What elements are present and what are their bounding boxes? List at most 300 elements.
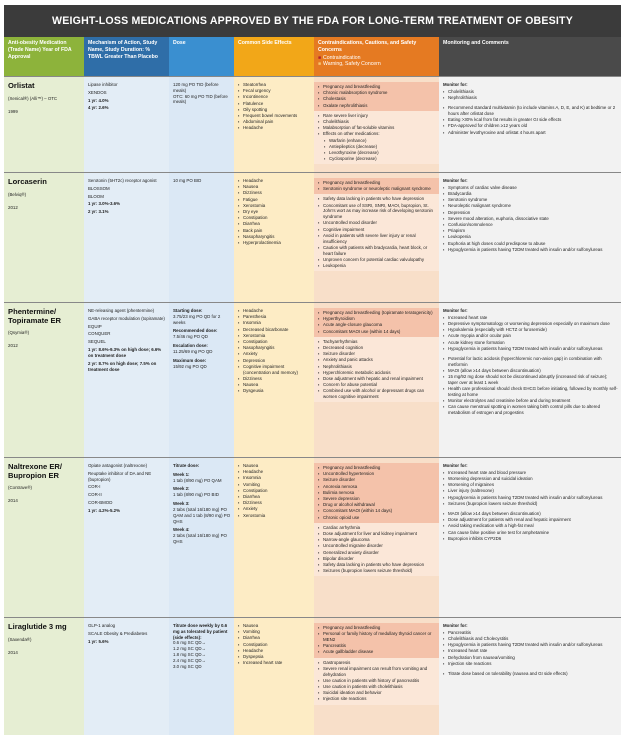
ci_warn-item: ▪ Generalized anxiety disorder	[318, 550, 436, 556]
mechanism-line: Reuptake inhibitor of DA and NE (bupropion)	[88, 470, 152, 482]
ci_warn-item: ▪ Safety data lacking in patients who have depression	[318, 196, 436, 202]
se-item: ▪ Anxiety	[238, 506, 311, 512]
mechanism-line: CONQUER	[88, 331, 111, 337]
mon2-item: ▪ 15 mg/92 mg dose should not be discontinued abruptly (increased risk of seizure); taper over at least 1 week	[443, 374, 618, 386]
trade-name: (Qsymia®)	[8, 330, 30, 336]
se-item: ▪ Decreased bicarbonate	[238, 327, 311, 333]
ci_red-list	[318, 625, 436, 655]
ci_warn-list	[318, 660, 436, 703]
header-monitoring: Monitoring and Comments	[439, 37, 621, 76]
ci_warn-item: ▪ Bipolar disorder	[318, 556, 436, 562]
header-dose: Dose	[169, 37, 234, 76]
mon2-item: ▪ Avoid taking medication with a high-fat meal	[443, 523, 618, 529]
medication-name: Liraglutide 3 mg	[8, 622, 67, 631]
mon2-list	[443, 105, 618, 135]
approval-year: 1999	[8, 108, 18, 114]
se-item: ▪ Headache	[238, 178, 311, 184]
legend-warning: ■ Warning, Safety Concern	[318, 61, 436, 68]
dose-cell	[169, 303, 234, 457]
se-item: ▪ Vomiting	[238, 629, 311, 635]
mon2-item: ▪ Potential for lactic acidosis (hyperchloremic non-anion gap) in combination with metformin	[443, 356, 618, 368]
ci_warn_sub-item: ▪ Levothyroxine (decrease)	[318, 150, 436, 156]
se-list	[238, 178, 311, 246]
mon2-item: ▪ Titrate dose based on tolerability (nausea and GI side effects)	[443, 671, 618, 677]
mechanism-cell	[84, 173, 169, 302]
ci_red-item: ▪ Acute angle-closure glaucoma	[318, 322, 436, 328]
legend	[318, 55, 436, 69]
monitor-heading: Monitor for:	[443, 178, 468, 183]
se-item: ▪ Headache	[238, 125, 311, 131]
ci_warn_sub-list	[318, 138, 436, 162]
mechanism-line: GLP-1 analog	[88, 623, 116, 628]
ci_warn-item: ▪ Safety data lacking in patients who have depression	[318, 562, 436, 568]
mechanism-line: 1 yr: 8.6%-9.3% on high dose; 6.6% on treatment dose	[88, 347, 162, 358]
mon2-item: ▪ Health care professional should check EHCG before initiating, followed by monthly self-testing at home	[443, 386, 618, 398]
se-item: ▪ Fatigue	[238, 197, 311, 203]
ci_warn-item: ▪ Injection site reactions	[318, 696, 436, 702]
mon-item: ▪ Euphoria at high doses could predispose to abuse	[443, 241, 618, 247]
dose-line: Week 2:	[173, 486, 190, 492]
mon2-item: ▪ FDA-approved for children ≥12 years old	[443, 123, 618, 129]
mon-item: ▪ Acute kidney stone formation	[443, 340, 618, 346]
se-item: ▪ Abdominal pain	[238, 119, 311, 125]
ci_red-list	[318, 180, 436, 192]
mon-item: ▪ Hypoglycemia in patients having T2DM treated with insulin and/or sulfonylureas	[443, 495, 618, 501]
medication-cell	[4, 303, 84, 457]
header-side-effects: Common Side Effects	[234, 37, 314, 76]
ci_warn-item: ▪ Severe renal impairment can result from vomiting and dehydration	[318, 666, 436, 678]
ci_warn-item: ▪ Cholelithiasis	[318, 119, 436, 125]
dose-line: 15/92 mg PO QD	[173, 363, 207, 369]
monitoring-cell	[439, 618, 621, 735]
mechanism-line: 1 yr: 4.0%	[88, 97, 109, 103]
ci_warn_sub-item: ▪ Warfarin (enhance)	[318, 138, 436, 144]
ci_red-item: ▪ Pancreatitis	[318, 643, 436, 649]
medication-cell	[4, 458, 84, 617]
mechanism-line: EQUIP	[88, 323, 102, 329]
medication-cell	[4, 173, 84, 302]
ci_warn-item: ▪ Concomitant use of SSRI, SNRI, MAOI, bupropion, St. John's wort as may increase risk of developing serotonin syndrome	[318, 203, 436, 220]
ci_warn-item: ▪ Cognitive impairment	[318, 227, 436, 233]
ci_warn-item: ▪ Seizure disorder	[318, 351, 436, 357]
ci_warn-item: ▪ Cardiac arrhythmia	[318, 525, 436, 531]
monitor-heading: Monitor for:	[443, 623, 468, 628]
se-item: ▪ Nasopharyngitis	[238, 345, 311, 351]
mechanism-line: 2 yr: 3.1%	[88, 209, 109, 215]
warning-block	[314, 194, 439, 271]
contraindications-cell	[314, 458, 439, 617]
mechanism-line: COR-I	[88, 484, 101, 490]
contraindications-cell	[314, 618, 439, 735]
ci_red-item: ▪ Pregnancy and breastfeeding (topiramate teratogenicity)	[318, 310, 436, 316]
dose-line: 2.4 mg SC QD→	[173, 657, 206, 663]
header-contraindications	[314, 37, 439, 76]
approval-year: 2012	[8, 204, 18, 210]
dose-cell	[169, 173, 234, 302]
mon-item: ▪ Neuroleptic malignant syndrome	[443, 203, 618, 209]
se-item: ▪ Steatorrhea	[238, 82, 311, 88]
ci_warn-list	[318, 196, 436, 268]
ci_red-item: ▪ Chronic malabsorption syndrome	[318, 90, 436, 96]
dose-line: 3.75/23 mg PO QD for 2 weeks	[173, 313, 221, 325]
dose-line: Titrate dose:	[173, 463, 200, 468]
trade-name: (Xenical®) (Alli™) – OTC	[8, 95, 58, 101]
monitor-heading: Monitor for:	[443, 463, 468, 468]
mon2-list	[443, 671, 618, 677]
trade-name: (Saxenda®)	[8, 636, 32, 642]
mon-item: ▪ Priapism	[443, 228, 618, 234]
warning-block	[314, 523, 439, 577]
ci_red-item: ▪ Pregnancy and breastfeeding	[318, 465, 436, 471]
se-item: ▪ Incontinence	[238, 94, 311, 100]
ci_warn-item: ▪ Unproven concern for potential cardiac valvulopathy	[318, 257, 436, 263]
warning-block	[314, 658, 439, 705]
ci_red-item: ▪ Hyperthyroidism	[318, 316, 436, 322]
se-item: ▪ Hyperprolactinemia	[238, 240, 311, 246]
se-item: ▪ Headache	[238, 308, 311, 314]
se-item: ▪ Anxiety	[238, 351, 311, 357]
se-item: ▪ Dizziness	[238, 500, 311, 506]
se-item: ▪ Constipation	[238, 642, 311, 648]
medication-name: Orlistat	[8, 81, 35, 90]
dose-line: 2 tabs (total 16/180 mg) PO QAM and 1 tab (8/90 mg) PO QHS	[173, 506, 231, 524]
ci_red-item: ▪ Severe depression	[318, 496, 436, 502]
mechanism-cell	[84, 618, 169, 735]
mon-item: ▪ Increased heart rate	[443, 648, 618, 654]
side-effects-cell	[234, 458, 314, 617]
ci_warn-list	[318, 113, 436, 137]
monitoring-cell	[439, 458, 621, 617]
mechanism-line: COR-II	[88, 492, 102, 498]
ci_red-item: ▪ Pregnancy and breastfeeding	[318, 180, 436, 186]
ci_red-list	[318, 310, 436, 334]
se-item: ▪ Vomiting	[238, 482, 311, 488]
dose-line: Recommended dose:	[173, 328, 218, 334]
page-title: WEIGHT-LOSS MEDICATIONS APPROVED BY THE FDA FOR LONG-TERM TREATMENT OF OBESITY	[4, 5, 621, 37]
table-row	[4, 457, 621, 617]
mon2-item: ▪ Bupropion inhibits CYP2D6	[443, 536, 618, 542]
mon-item: ▪ Depression	[443, 210, 618, 216]
mechanism-line: SCALE Obesity & Prediabetes	[88, 630, 148, 636]
se-item: ▪ Dizziness	[238, 190, 311, 196]
dose-line: 2 tabs (total 16/180 mg) PO QHS	[173, 533, 227, 544]
ci_warn-item: ▪ Anxiety and panic attacks	[318, 357, 436, 363]
mon-item: ▪ Hypoglycemia in patients having T2DM treated with insulin and/or sulfonylureas	[443, 346, 618, 352]
mon2-item: ▪ Recommend standard multivitamin (to include vitamins A, D, E, and K) at bedtime or 2 hours after orlistat dose	[443, 105, 618, 117]
dose-cell	[169, 77, 234, 172]
mon2-list	[443, 511, 618, 542]
contraindications-cell	[314, 303, 439, 457]
mon2-item: ▪ MAOI (allow ≥14 days between discontinuation)	[443, 511, 618, 517]
ci_warn-item: ▪ Hyperchloremic metabolic acidosis	[318, 370, 436, 376]
table-header	[4, 37, 621, 76]
side-effects-cell	[234, 303, 314, 457]
ci_red-list	[318, 465, 436, 520]
se-list	[238, 308, 311, 394]
ci_warn-item: ▪ Uncontrolled migraine disorder	[318, 543, 436, 549]
mechanism-line: NE-releasing agent (phentermine)	[88, 308, 155, 313]
se-item: ▪ Diarrhea	[238, 494, 311, 500]
table-row	[4, 172, 621, 302]
side-effects-cell	[234, 618, 314, 735]
dose-cell	[169, 458, 234, 617]
se-item: ▪ Nasopharyngitis	[238, 234, 311, 240]
ci_warn-item: ▪ Use caution in patients with history of pancreatitis	[318, 678, 436, 684]
ci_warn-item: ▪ Rare severe liver injury	[318, 113, 436, 119]
se-item: ▪ Oily spotting	[238, 107, 311, 113]
ci_warn-item: ▪ Gastroparesis	[318, 660, 436, 666]
mon2-item: ▪ Administer levothyroxine and orlistat 4 hours apart	[443, 130, 618, 136]
mechanism-line: Serotonin (5HT2c) receptor agonist	[88, 178, 157, 183]
ci_warn-item: ▪ Combined use with alcohol or depressant drugs can worsen cognitive impairment	[318, 388, 436, 400]
mon-list	[443, 315, 618, 352]
ci_red-item: ▪ Cholestasis	[318, 96, 436, 102]
ci_warn-item: ▪ Narrow-angle glaucoma	[318, 537, 436, 543]
mon2-item: ▪ Can cause false positive urine test for amphetamine	[443, 530, 618, 536]
mon2-item: ▪ Can cause menstrual spotting in women taking birth control pills due to altered metabolism of estrogen and progestins	[443, 404, 618, 416]
trade-name: (Belviq®)	[8, 191, 27, 197]
dose-line: Week 1:	[173, 471, 190, 477]
header-medication: Anti-obesity Medication (Trade Name) Year of FDA Approval	[4, 37, 84, 76]
mon-list	[443, 470, 618, 507]
se-item: ▪ Headache	[238, 648, 311, 654]
approval-year: 2014	[8, 649, 18, 655]
se-item: ▪ Dysgeusia	[238, 388, 311, 394]
ci_red-item: ▪ Acute gallbladder disease	[318, 649, 436, 655]
ci_warn-item: ▪ Dose adjustment with hepatic and renal impairment	[318, 376, 436, 382]
monitoring-cell	[439, 77, 621, 172]
dose-line: Titrate dose weekly by 0.6 mg as tolerated by patient (side effects):	[173, 623, 228, 640]
monitoring-cell	[439, 303, 621, 457]
mechanism-line: 1 yr: 4.2%-5.2%	[88, 507, 120, 513]
ci_warn-item: ▪ Avoid in patients with severe liver injury or renal insufficiency	[318, 233, 436, 245]
mon-item: ▪ Hypokalemia (especially with HCTZ or furosemide)	[443, 327, 618, 333]
mon-item: ▪ Dehydration from nausea/vomiting	[443, 655, 618, 661]
dose-line: 1 tab (8/90 mg) PO BID	[173, 492, 219, 498]
se-item: ▪ Nausea	[238, 184, 311, 190]
medication-cell	[4, 77, 84, 172]
mechanism-line: 1 yr: 5.6%	[88, 638, 109, 644]
side-effects-cell	[234, 173, 314, 302]
ci_warn-item: ▪ Caution with patients with bradycardia, heart block, or heart failure	[318, 245, 436, 257]
mechanism-line: 2 yr: 8.7% on high dose; 7.5% on treatment dose	[88, 360, 157, 372]
se-item: ▪ Nausea	[238, 463, 311, 469]
contraindication-block	[314, 82, 439, 111]
mon2-item: ▪ Dose adjustment for patients with renal and hepatic impairment	[443, 517, 618, 523]
monitoring-cell	[439, 173, 621, 302]
ci_warn-item: ▪ Leukopenia	[318, 263, 436, 269]
mon-item: ▪ Serotonin syndrome	[443, 197, 618, 203]
mon-item: ▪ Liver injury (naltrexone)	[443, 488, 618, 494]
se-item: ▪ Nausea	[238, 382, 311, 388]
dose-line: Week 3:	[173, 501, 190, 507]
warning-block	[314, 337, 439, 403]
mon-item: ▪ Increased heart rate and blood pressure	[443, 470, 618, 476]
dose-line: 10 mg PO BID	[173, 178, 202, 183]
monitor-heading: Monitor for:	[443, 308, 468, 313]
legend-contraindication: ■ Contraindication	[318, 55, 436, 62]
mon-item: ▪ Cholelithiasis and Cholecystitis	[443, 636, 618, 642]
se-item: ▪ Dry eye	[238, 209, 311, 215]
se-item: ▪ Dizziness	[238, 376, 311, 382]
mon-item: ▪ Increased heart rate	[443, 315, 618, 321]
mon-item: ▪ Hypoglycemia in patients having T2DM treated with insulin and/or sulfonylureas	[443, 642, 618, 648]
mon2-item: ▪ Eating >30% kcal from fat results in greater GI side effects	[443, 117, 618, 123]
ci_warn-item: ▪ Nephrolithiasis	[318, 364, 436, 370]
se-list	[238, 82, 311, 131]
table-row	[4, 76, 621, 172]
dose-line: Escalation dose:	[173, 343, 208, 349]
ci_red-item: ▪ Bulimia nervosa	[318, 490, 436, 496]
ci_red-item: ▪ Anorexia nervosa	[318, 484, 436, 490]
mon-list	[443, 185, 618, 253]
se-item: ▪ Cognitive impairment (concentration and memory)	[238, 364, 311, 376]
ci_red-item: ▪ Drug or alcohol withdrawal	[318, 502, 436, 508]
ci_red-item: ▪ Personal or family history of medullary thyroid cancer or MEN2	[318, 631, 436, 643]
trade-name: (Contrave®)	[8, 485, 32, 491]
se-item: ▪ Depression	[238, 358, 311, 364]
se-item: ▪ Constipation	[238, 215, 311, 221]
mechanism-line: Opiate antagonist (naltrexone)	[88, 463, 148, 468]
mechanism-cell	[84, 458, 169, 617]
ci_red-item: ▪ Concomitant MAOI use (within 14 days)	[318, 329, 436, 335]
mon-list	[443, 89, 618, 101]
mechanism-cell	[84, 303, 169, 457]
mon-item: ▪ Bradycardia	[443, 191, 618, 197]
mechanism-line: Lipase inhibitor	[88, 82, 118, 87]
se-item: ▪ Fecal urgency	[238, 88, 311, 94]
ci_red-list	[318, 84, 436, 108]
mon-item: ▪ Acute myopia and/or ocular pain	[443, 333, 618, 339]
se-item: ▪ Insomnia	[238, 320, 311, 326]
ci_red-item: ▪ Chronic opioid use	[318, 515, 436, 521]
mon-item: ▪ Confusion/somnolence	[443, 222, 618, 228]
se-item: ▪ Frequent bowel movements	[238, 113, 311, 119]
se-item: ▪ Xerostomia	[238, 513, 311, 519]
medication-name: Lorcaserin	[8, 177, 47, 186]
mechanism-cell	[84, 77, 169, 172]
mon2-item: ▪ MAOI (allow ≥14 days between discontinuation)	[443, 368, 618, 374]
se-item: ▪ Dyspepsia	[238, 654, 311, 660]
dose-line: 0.6 mg SC QD→	[173, 640, 206, 646]
ci_warn-item: ▪ Suicidal ideation and behavior	[318, 690, 436, 696]
ci_red-item: ▪ Serotonin syndrome or neuroleptic malignant syndrome	[318, 186, 436, 192]
dose-cell	[169, 618, 234, 735]
dose-line: Maximum dose:	[173, 357, 207, 363]
table-row	[4, 302, 621, 457]
se-item: ▪ Flatulence	[238, 101, 311, 107]
se-item: ▪ Xerostomia	[238, 333, 311, 339]
mon-item: ▪ Worsening depression and suicidal ideation	[443, 476, 618, 482]
ci_warn-item: ▪ Concern for abuse potential	[318, 382, 436, 388]
dose-line: 1 tab (8/90 mg) PO QAM	[173, 477, 222, 483]
monitor-heading: Monitor for:	[443, 82, 468, 87]
ci_red-item: ▪ Pregnancy and breastfeeding	[318, 625, 436, 631]
se-item: ▪ Headache	[238, 469, 311, 475]
se-list	[238, 463, 311, 518]
dose-line: 120 mg PO TID (before meals)	[173, 82, 219, 93]
contraindication-block	[314, 623, 439, 658]
ci_warn-list	[318, 525, 436, 574]
mon-item: ▪ Pancreatitis	[443, 630, 618, 636]
ci_warn-item: ▪ Decreased cognition	[318, 345, 436, 351]
dose-line: 7.5/46 mg PO QD	[173, 334, 208, 340]
mon-item: ▪ Leukopenia	[443, 234, 618, 240]
mon-item: ▪ Severe mood alteration, euphoria, dissociative state	[443, 216, 618, 222]
ci_warn-item: ▪ Use caution in patients with cholelithiasis	[318, 684, 436, 690]
dose-line: 11.25/69 mg PO QD	[173, 348, 213, 354]
approval-year: 2014	[8, 498, 18, 504]
approval-year: 2012	[8, 343, 18, 349]
ci_warn-item: ▪ Uncontrolled mood disorder	[318, 220, 436, 226]
se-item: ▪ Back pain	[238, 228, 311, 234]
contraindication-block	[314, 178, 439, 194]
ci_red-item: ▪ Concomitant MAOI (within 14 days)	[318, 508, 436, 514]
se-item: ▪ Nausea	[238, 623, 311, 629]
contraindications-cell	[314, 173, 439, 302]
dose-line: 1.8 mg SC QD→	[173, 652, 206, 658]
medication-cell	[4, 618, 84, 735]
mon-item: ▪ Injection site reactions	[443, 661, 618, 667]
ci_warn-list	[318, 339, 436, 400]
mon2-list	[443, 356, 618, 416]
contraindication-block	[314, 463, 439, 523]
se-item: ▪ Constipation	[238, 488, 311, 494]
mon-list	[443, 630, 618, 667]
ci_warn-item: ▪ Tachyarrhythmias	[318, 339, 436, 345]
ci_red-item: ▪ Oxalate nephrolithiasis	[318, 103, 436, 109]
warning-block	[314, 111, 439, 165]
side-effects-cell	[234, 77, 314, 172]
se-item: ▪ Paresthesia	[238, 314, 311, 320]
se-item: ▪ Insomnia	[238, 475, 311, 481]
mechanism-line: XENDOS	[88, 89, 107, 95]
header-contraindications-label: Contraindications, Cautions, and Safety Concerns	[318, 40, 417, 53]
se-item: ▪ Constipation	[238, 339, 311, 345]
mechanism-line: COR-BMOD	[88, 500, 113, 506]
dose-line: 3.0 mg SC QD	[173, 663, 202, 669]
mechanism-line: BLOSSOM	[88, 185, 110, 191]
ci_warn-item: ▪ Effects on other medications:	[318, 131, 436, 137]
ci_warn-item: ▪ Malabsorption of fat-soluble vitamins	[318, 125, 436, 131]
mechanism-line: 4 yr: 2.6%	[88, 105, 109, 111]
ci_warn_sub-item: ▪ Cyclosporine (decrease)	[318, 156, 436, 162]
se-item: ▪ Diarrhea	[238, 221, 311, 227]
medication-name: Naltrexone ER/ Bupropion ER	[8, 462, 63, 480]
mon-item: ▪ Depressive symptomatology or worsening depression especially on maximum dose	[443, 321, 618, 327]
dose-line: OTC: 60 mg PO TID (before meals)	[173, 93, 228, 105]
se-item: ▪ Xerostomia	[238, 203, 311, 209]
mechanism-line: BLOOM	[88, 193, 104, 199]
ci_warn-item: ▪ Dose adjustment for liver and kidney impairment	[318, 531, 436, 537]
contraindication-block	[314, 308, 439, 337]
se-item: ▪ Diarrhea	[238, 635, 311, 641]
mon-item: ▪ Worsening of migraines	[443, 482, 618, 488]
ci_red-item: ▪ Uncontrolled hypertension	[318, 471, 436, 477]
dose-line: 1.2 mg SC QD→	[173, 646, 206, 652]
mon-item: ▪ Nephrolithiasis	[443, 95, 618, 101]
se-list	[238, 623, 311, 666]
mon-item: ▪ Symptoms of cardiac valve disease	[443, 185, 618, 191]
dose-line: Starting dose:	[173, 308, 203, 313]
se-item: ▪ Increased heart rate	[238, 660, 311, 666]
mon-item: ▪ Hypoglycemia in patients having T2DM treated with insulin and/or sulfonylureas	[443, 247, 618, 253]
mon2-item: ▪ Monitor electrolytes and creatinine before and during treatment	[443, 398, 618, 404]
mon-item: ▪ Cholelithiasis	[443, 89, 618, 95]
dose-line: Week 4:	[173, 527, 190, 533]
ci_red-item: ▪ Pregnancy and breastfeeding	[318, 84, 436, 90]
mechanism-line: SEQUEL	[88, 339, 106, 345]
